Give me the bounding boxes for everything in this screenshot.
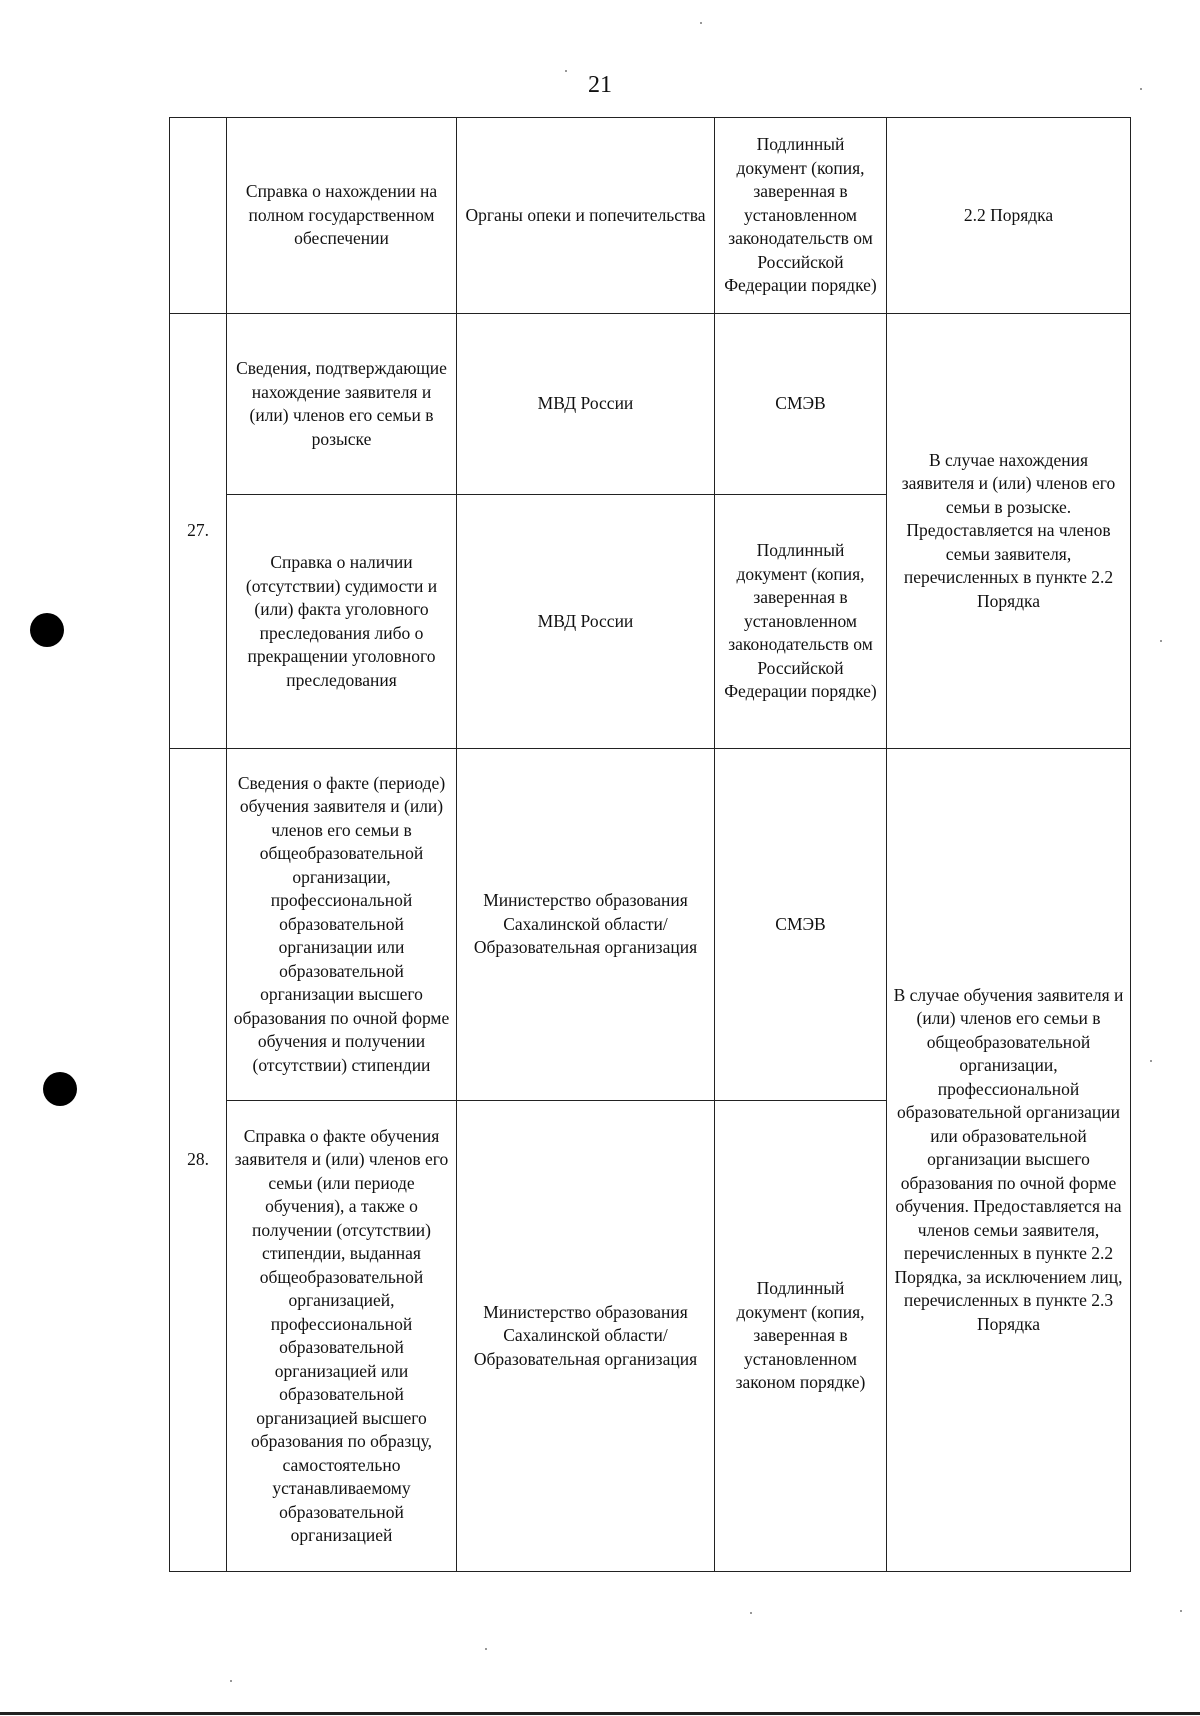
submission-form-cell: СМЭВ	[715, 749, 887, 1101]
scan-speck	[565, 70, 567, 72]
page-number: 21	[588, 72, 612, 98]
scan-speck	[485, 1648, 487, 1650]
scan-speck	[1160, 640, 1162, 642]
punch-hole-mark	[30, 613, 64, 647]
issuer-cell: МВД России	[457, 495, 715, 749]
issuer-cell: МВД России	[457, 314, 715, 495]
row-number-cell	[170, 118, 227, 314]
submission-form-cell: Подлинный документ (копия, заверенная в установленном законодательств ом Российской Федерации порядке)	[715, 118, 887, 314]
scan-speck	[1140, 88, 1142, 90]
note-cell: В случае нахождения заявителя и (или) членов его семьи в розыске. Предоставляется на членов семьи заявителя, перечисленных в пункте 2.2 Порядка	[887, 314, 1131, 749]
row-number-cell: 28.	[170, 749, 227, 1572]
page-bottom-edge	[0, 1712, 1200, 1715]
table-row	[170, 749, 1131, 1101]
punch-hole-mark	[43, 1072, 77, 1106]
row-number-cell: 27.	[170, 314, 227, 749]
document-name-cell: Сведения о факте (периоде) обучения заявителя и (или) членов его семьи в общеобразовательной организации, профессиональной образовательной организации или образовательной организации высшего образования по очной форме обучения и получении (отсутствии) стипендии	[227, 749, 457, 1101]
table-row	[170, 118, 1131, 314]
submission-form-cell: Подлинный документ (копия, заверенная в установленном законодательств ом Российской Федерации порядке)	[715, 495, 887, 749]
scan-speck	[1180, 1610, 1182, 1612]
issuer-cell: Министерство образования Сахалинской области/Образовательная организация	[457, 749, 715, 1101]
table-row	[170, 314, 1131, 495]
document-name-cell: Сведения, подтверждающие нахождение заявителя и (или) членов его семьи в розыске	[227, 314, 457, 495]
note-cell: В случае обучения заявителя и (или) членов его семьи в общеобразовательной организации, профессиональной образовательной организации или образовательной организации высшего образования по очной форме обучения. Предоставляется на членов семьи заявителя, перечисленных в пункте 2.2 Порядка, за исключением лиц, перечисленных в пункте 2.3 Порядка	[887, 749, 1131, 1572]
note-cell: 2.2 Порядка	[887, 118, 1131, 314]
submission-form-cell: СМЭВ	[715, 314, 887, 495]
document-name-cell: Справка о нахождении на полном государственном обеспечении	[227, 118, 457, 314]
documents-table	[169, 117, 1131, 1572]
submission-form-cell: Подлинный документ (копия, заверенная в установленном законом порядке)	[715, 1101, 887, 1572]
scan-speck	[230, 1680, 232, 1682]
scan-speck	[750, 1612, 752, 1614]
document-name-cell: Справка о наличии (отсутствии) судимости и (или) факта уголовного преследования либо о прекращении уголовного преследования	[227, 495, 457, 749]
issuer-cell: Министерство образования Сахалинской области/Образовательная организация	[457, 1101, 715, 1572]
document-name-cell: Справка о факте обучения заявителя и (или) членов его семьи (или периоде обучения), а также о получении (отсутствии) стипендии, выданная общеобразовательной организацией, профессиональной образовательной организацией или образовательной организацией высшего образования по образцу, самостоятельно устанавливаемому образовательной организацией	[227, 1101, 457, 1572]
scan-speck	[1150, 1060, 1152, 1062]
issuer-cell: Органы опеки и попечительства	[457, 118, 715, 314]
scan-speck	[700, 22, 702, 24]
